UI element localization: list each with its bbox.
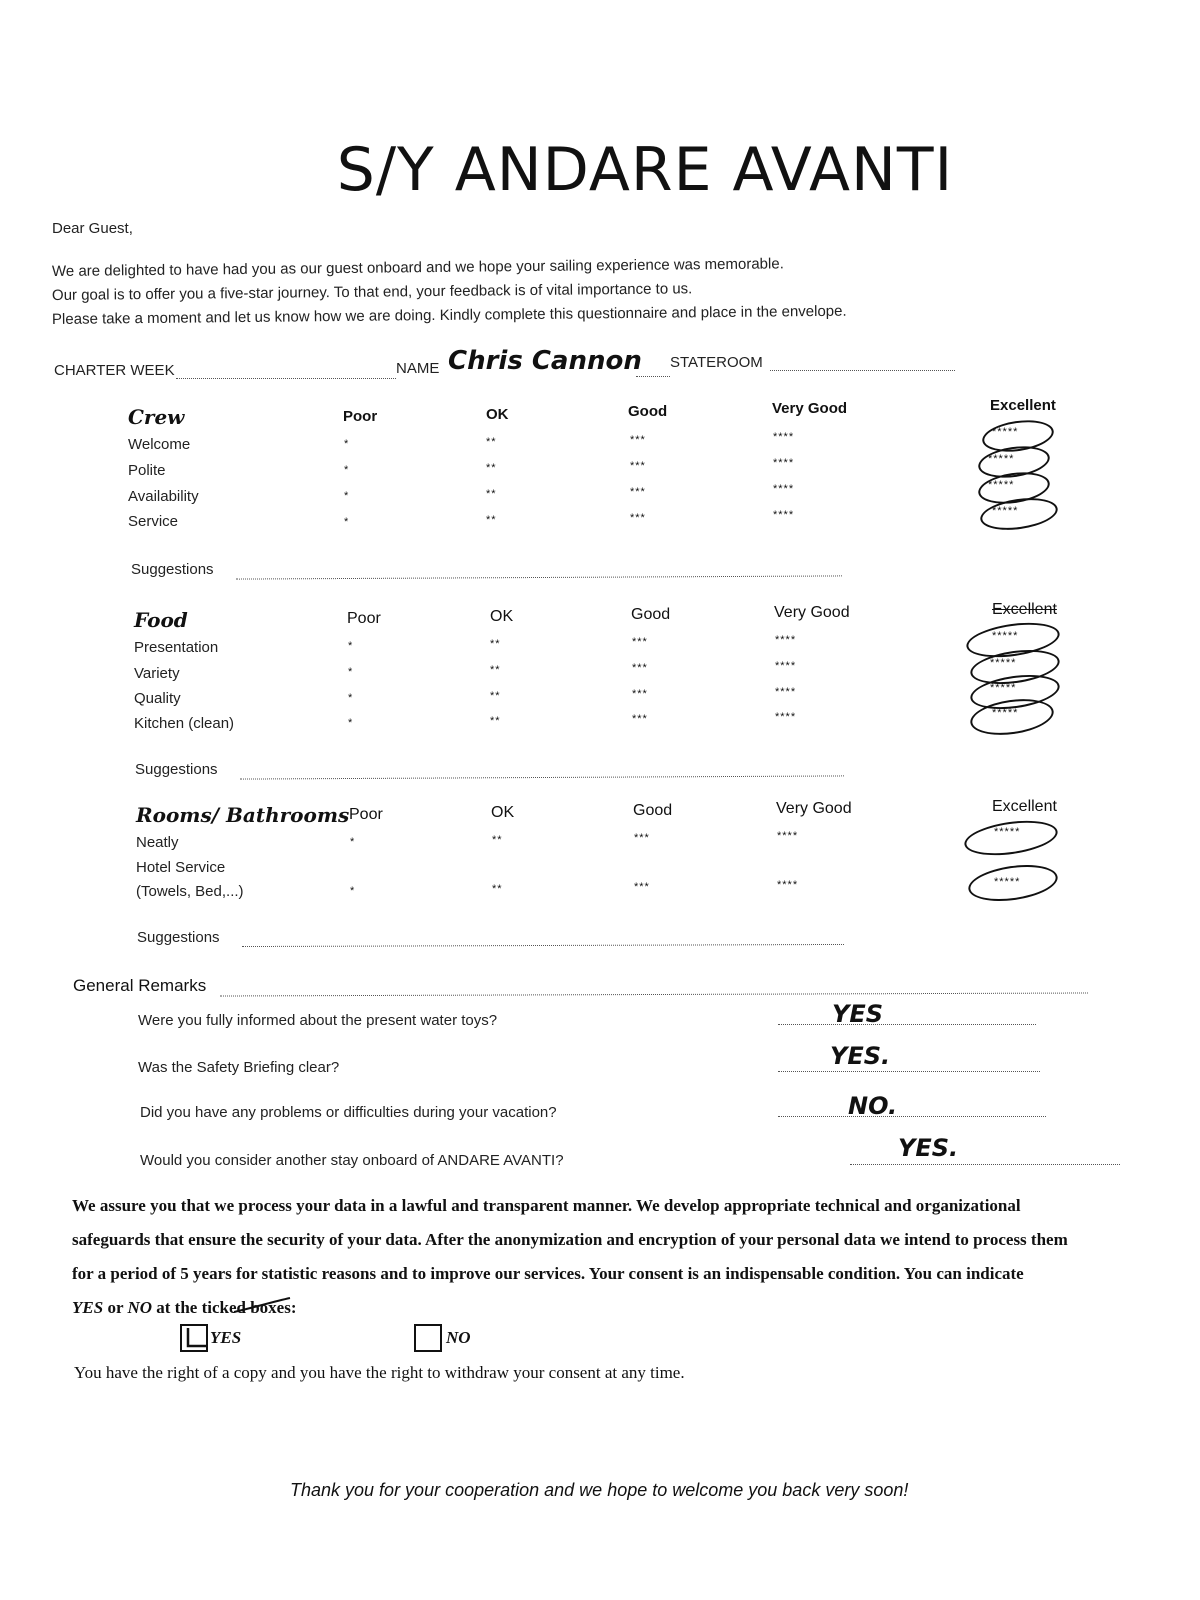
food-item-variety: Variety (134, 665, 180, 682)
crew-suggestions-field[interactable] (236, 575, 842, 579)
food-presentation-excellent[interactable]: ***** (992, 630, 1019, 642)
greeting: Dear Guest, (52, 220, 133, 237)
rooms-hotel-service-poor[interactable]: * (350, 885, 356, 897)
question-safety-briefing: Was the Safety Briefing clear? (138, 1059, 340, 1076)
consent-no-label: NO (446, 1328, 471, 1347)
food-item-quality: Quality (134, 690, 181, 707)
crew-welcome-very-good[interactable]: **** (773, 431, 795, 443)
crew-col-ok: OK (486, 406, 509, 423)
food-col-excellent: Excellent (992, 601, 1057, 618)
stateroom-label: STATEROOM (670, 354, 763, 371)
food-presentation-very-good[interactable]: **** (775, 634, 797, 646)
food-quality-excellent[interactable]: ***** (990, 682, 1017, 694)
name-field-line (636, 376, 670, 377)
answer-another-stay-handwritten: YES. (898, 1134, 959, 1162)
food-variety-excellent[interactable]: ***** (990, 657, 1017, 669)
food-variety-very-good[interactable]: **** (775, 660, 797, 672)
rooms-hotel-service-good[interactable]: *** (634, 881, 650, 893)
crew-service-good[interactable]: *** (630, 512, 646, 524)
rooms-col-very-good: Very Good (776, 800, 852, 817)
crew-welcome-excellent[interactable]: ***** (992, 426, 1019, 438)
intro-line-2: Our goal is to offer you a five-star journey. To that end, your feedback is of vital importance to us. (51, 280, 693, 304)
name-value-handwritten[interactable]: Chris Cannon (448, 346, 642, 376)
crew-service-very-good[interactable]: **** (773, 509, 795, 521)
rooms-neatly-circled-mark (962, 816, 1060, 861)
answer-line-problems[interactable] (778, 1116, 1046, 1117)
rooms-hotel-service-excellent[interactable]: ***** (994, 876, 1021, 888)
rooms-hotel-service-ok[interactable]: ** (492, 883, 503, 895)
rooms-neatly-excellent[interactable]: ***** (994, 826, 1021, 838)
crew-welcome-good[interactable]: *** (630, 434, 646, 446)
legal-yes-word: YES (72, 1298, 104, 1317)
answer-safety-briefing-handwritten: YES. (830, 1042, 891, 1070)
rooms-hotel-service-very-good[interactable]: **** (777, 879, 799, 891)
food-col-poor: Poor (347, 610, 381, 627)
food-quality-good[interactable]: *** (632, 688, 648, 700)
crew-availability-poor[interactable]: * (344, 490, 350, 502)
crew-polite-poor[interactable]: * (344, 464, 350, 476)
rooms-suggestions-label: Suggestions (137, 929, 220, 946)
legal-line-2: safeguards that ensure the security of your data. After the anonymization and encryption of your personal data we intend to process them (72, 1230, 1068, 1249)
answer-line-safety-briefing[interactable] (778, 1071, 1040, 1072)
food-item-kitchen: Kitchen (clean) (134, 715, 235, 732)
food-variety-poor[interactable]: * (348, 666, 354, 678)
crew-item-service: Service (128, 513, 179, 530)
charter-week-field[interactable] (176, 378, 396, 379)
rooms-item-hotel-service: Hotel Service (136, 859, 226, 876)
crew-section-title: Crew (128, 405, 185, 429)
food-kitchen-very-good[interactable]: **** (775, 711, 797, 723)
rooms-col-ok: OK (491, 804, 515, 821)
rights-statement: You have the right of a copy and you have the right to withdraw your consent at any time. (74, 1363, 685, 1382)
crew-availability-ok[interactable]: ** (486, 488, 497, 500)
handwritten-strike-mark (232, 1296, 292, 1316)
rooms-neatly-ok[interactable]: ** (492, 834, 503, 846)
rooms-section-title: Rooms/ Bathrooms (136, 803, 350, 827)
rooms-hotel-service-circled-mark (966, 860, 1060, 906)
crew-col-very-good: Very Good (772, 400, 848, 417)
food-variety-ok[interactable]: ** (490, 664, 501, 676)
rooms-neatly-good[interactable]: *** (634, 832, 650, 844)
rooms-suggestions-field[interactable] (242, 944, 844, 947)
food-presentation-poor[interactable]: * (348, 640, 354, 652)
answer-line-another-stay[interactable] (850, 1164, 1120, 1165)
food-kitchen-good[interactable]: *** (632, 713, 648, 725)
crew-item-polite: Polite (128, 462, 166, 479)
food-kitchen-poor[interactable]: * (348, 717, 354, 729)
crew-service-ok[interactable]: ** (486, 514, 497, 526)
rooms-neatly-poor[interactable]: * (350, 836, 356, 848)
food-kitchen-ok[interactable]: ** (490, 715, 501, 727)
rooms-col-good: Good (633, 802, 673, 819)
crew-item-welcome: Welcome (128, 436, 191, 453)
crew-polite-ok[interactable]: ** (486, 462, 497, 474)
crew-service-poor[interactable]: * (344, 516, 350, 528)
answer-water-toys-handwritten: YES (832, 1000, 884, 1028)
legal-or-word: or (107, 1298, 124, 1317)
rooms-col-poor: Poor (349, 806, 383, 823)
charter-week-label: CHARTER WEEK (54, 362, 175, 379)
food-variety-good[interactable]: *** (632, 662, 648, 674)
crew-polite-excellent[interactable]: ***** (988, 453, 1015, 465)
answer-line-water-toys[interactable] (778, 1024, 1036, 1025)
food-col-very-good: Very Good (774, 604, 850, 621)
question-water-toys: Were you fully informed about the present water toys? (138, 1012, 498, 1029)
crew-service-excellent[interactable]: ***** (992, 505, 1019, 517)
legal-line-3: for a period of 5 years for statistic reasons and to improve our services. Your consent is an indispensable condition. You can indicate (72, 1264, 1024, 1283)
food-col-ok: OK (490, 608, 514, 625)
consent-yes-label: YES (210, 1328, 242, 1347)
food-presentation-good[interactable]: *** (632, 636, 648, 648)
food-section-title: Food (134, 608, 188, 632)
food-kitchen-excellent[interactable]: ***** (992, 707, 1019, 719)
legal-ticked-boxes-text: at the ticked boxes: (156, 1298, 297, 1317)
crew-suggestions-label: Suggestions (131, 561, 214, 578)
food-quality-poor[interactable]: * (348, 692, 354, 704)
crew-col-excellent: Excellent (990, 397, 1056, 414)
crew-col-poor: Poor (343, 408, 378, 425)
name-label: NAME (396, 360, 440, 377)
general-remarks-field[interactable] (220, 992, 1088, 996)
checkmark-icon (182, 1322, 212, 1352)
stateroom-field[interactable] (770, 370, 955, 371)
crew-welcome-poor[interactable]: * (344, 438, 350, 450)
food-item-presentation: Presentation (134, 639, 219, 656)
food-quality-very-good[interactable]: **** (775, 686, 797, 698)
crew-col-good: Good (628, 403, 668, 420)
answer-problems-handwritten: NO. (848, 1092, 898, 1120)
closing-thanks: Thank you for your cooperation and we hope to welcome you back very soon! (290, 1480, 909, 1500)
crew-polite-good[interactable]: *** (630, 460, 646, 472)
intro-line-1: We are delighted to have had you as our guest onboard and we hope your sailing experience was memorable. (51, 255, 784, 280)
food-suggestions-label: Suggestions (135, 761, 218, 778)
food-col-good: Good (631, 606, 671, 623)
crew-welcome-ok[interactable]: ** (486, 436, 497, 448)
consent-no-checkbox[interactable] (414, 1324, 442, 1352)
food-quality-ok[interactable]: ** (490, 690, 501, 702)
general-remarks-label: General Remarks (73, 976, 207, 995)
rooms-item-towels-bed: (Towels, Bed,...) (136, 883, 244, 900)
food-presentation-ok[interactable]: ** (490, 638, 501, 650)
legal-line-1: We assure you that we process your data in a lawful and transparent manner. We develop appropriate technical and organizational (72, 1196, 1021, 1215)
question-another-stay: Would you consider another stay onboard of ANDARE AVANTI? (140, 1152, 564, 1169)
food-suggestions-field[interactable] (240, 775, 844, 779)
legal-no-word: NO (127, 1298, 152, 1317)
intro-line-3: Please take a moment and let us know how we are doing. Kindly complete this questionnaire and place in the envelope. (51, 302, 847, 328)
crew-availability-excellent[interactable]: ***** (988, 479, 1015, 491)
crew-polite-very-good[interactable]: **** (773, 457, 795, 469)
rooms-item-neatly: Neatly (136, 834, 179, 851)
rooms-neatly-very-good[interactable]: **** (777, 830, 799, 842)
crew-availability-very-good[interactable]: **** (773, 483, 795, 495)
document-title: S/Y ANDARE AVANTI (336, 135, 954, 205)
question-problems: Did you have any problems or difficulties during your vacation? (140, 1104, 557, 1121)
rooms-col-excellent: Excellent (992, 798, 1057, 815)
crew-availability-good[interactable]: *** (630, 486, 646, 498)
crew-item-availability: Availability (128, 488, 199, 505)
